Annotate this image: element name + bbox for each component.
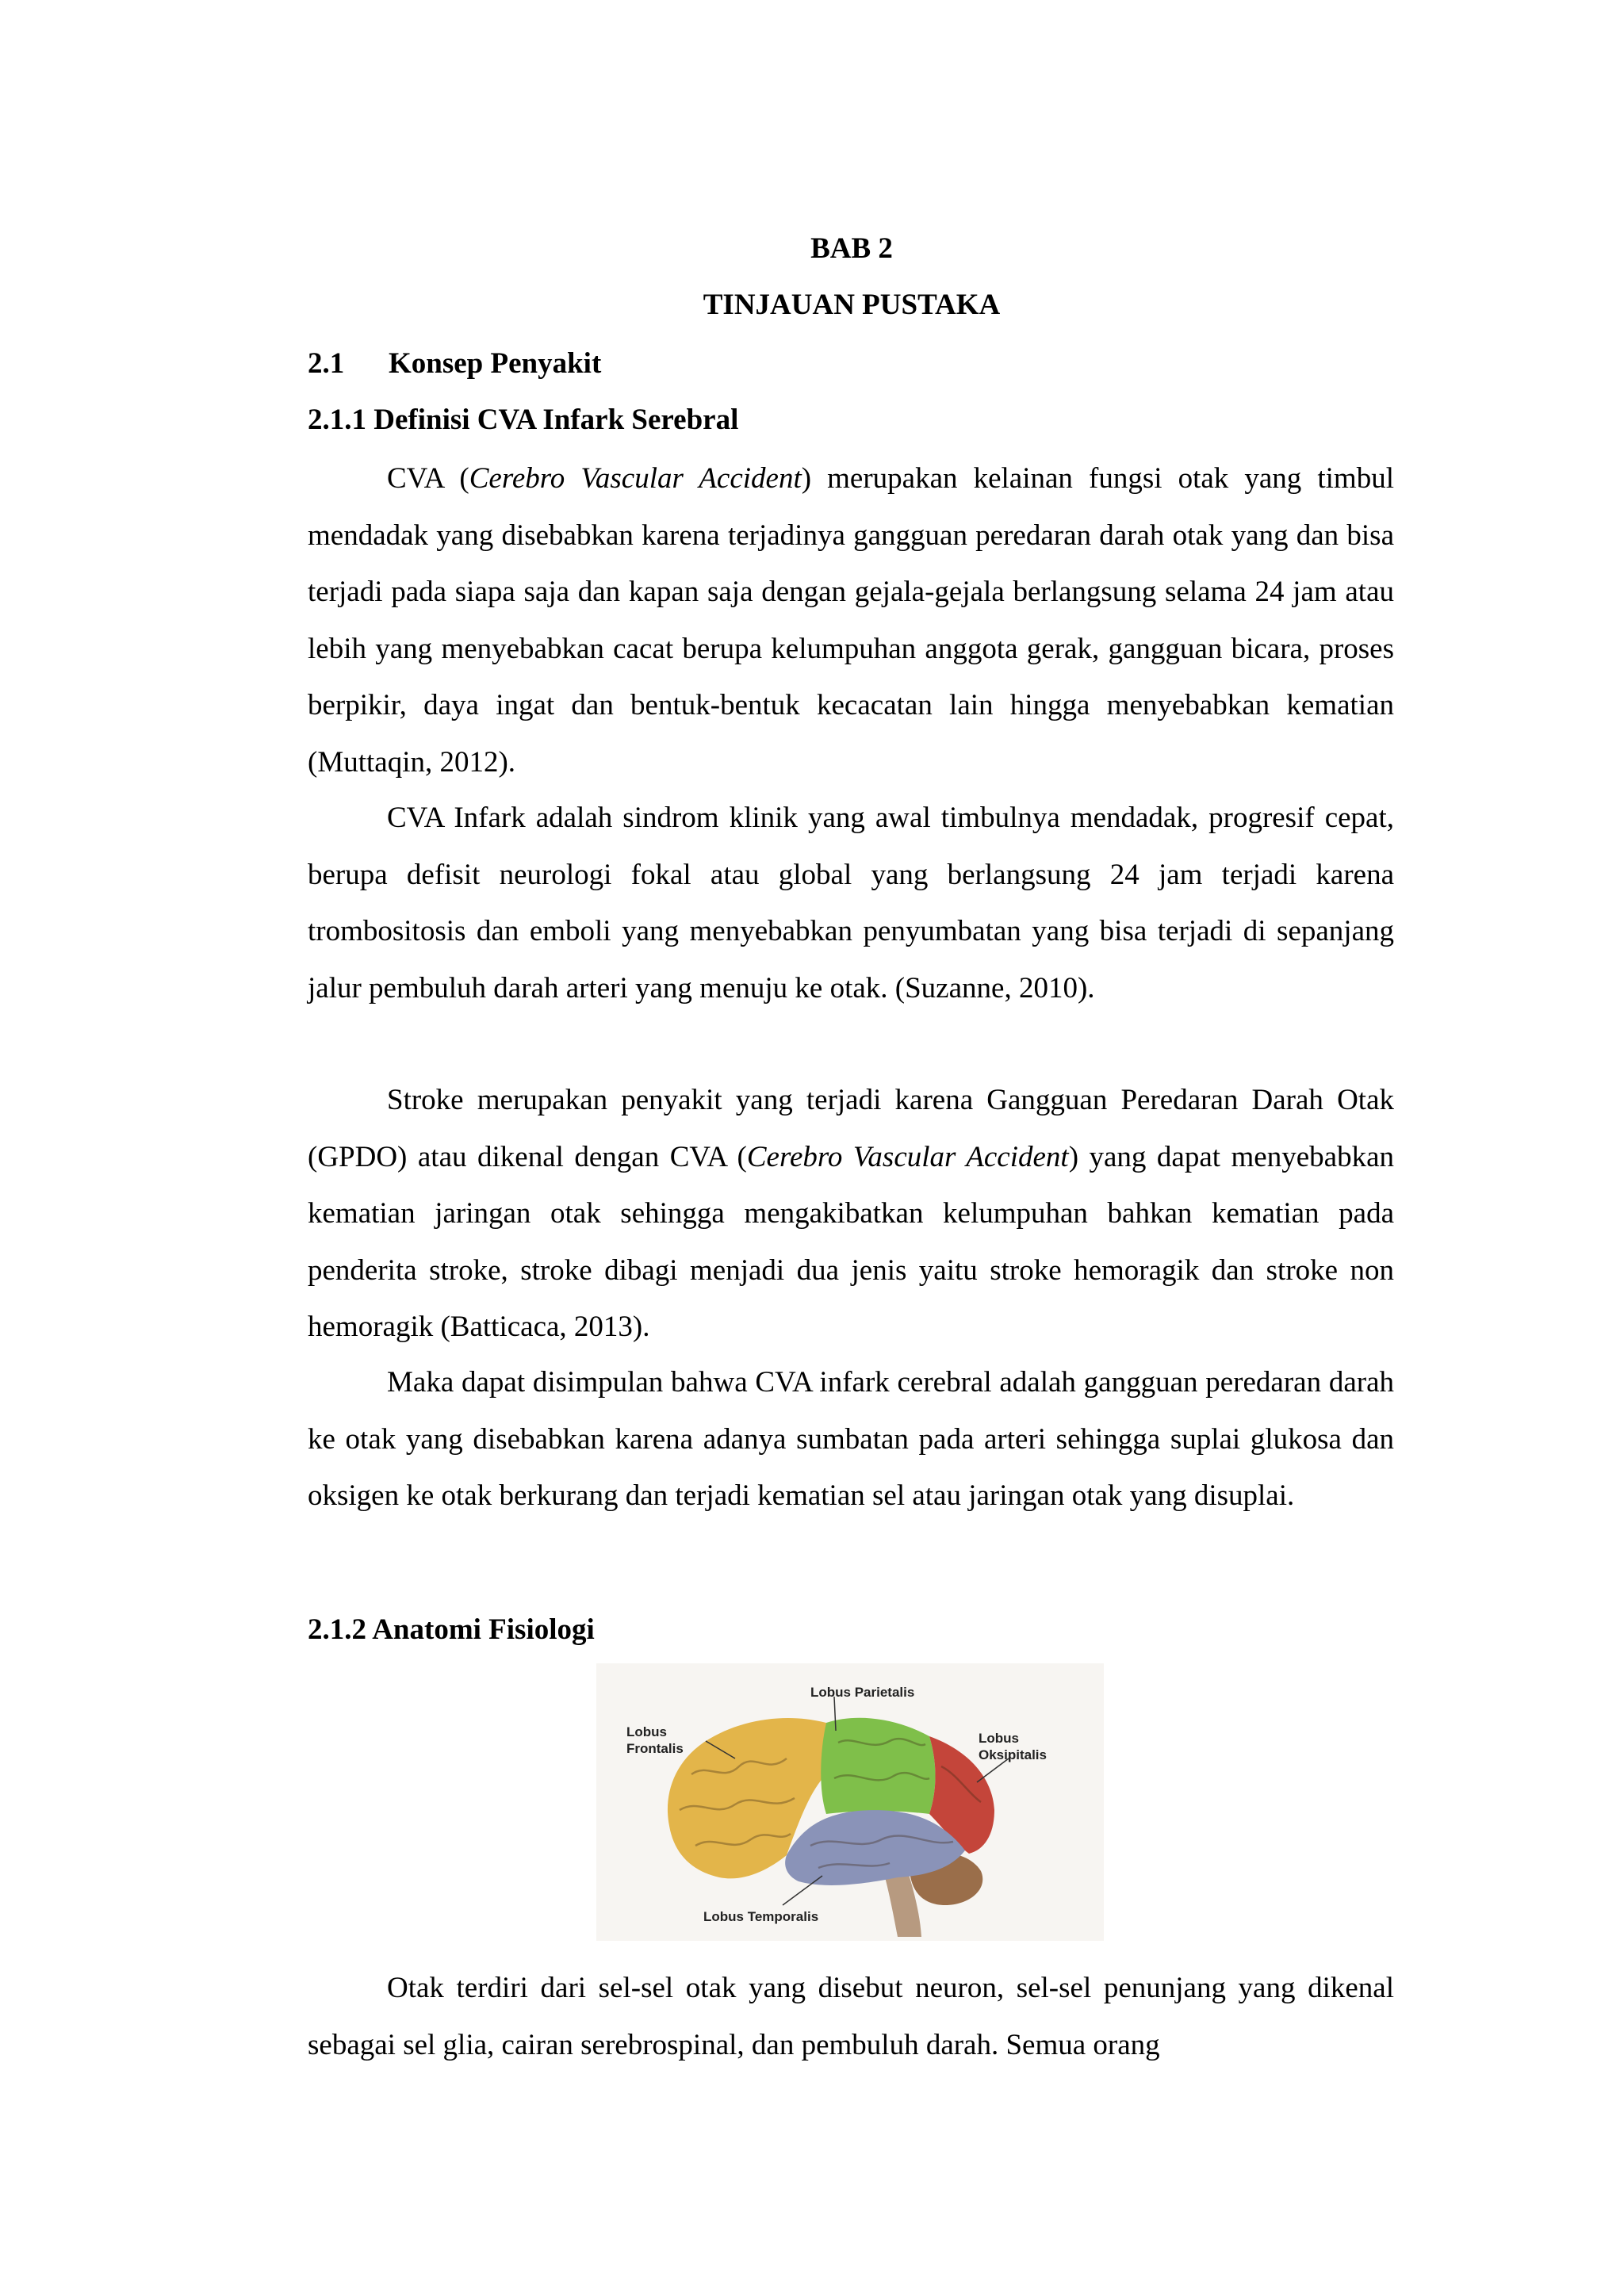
label-lobus-temporalis: Lobus Temporalis [703, 1909, 819, 1924]
label-lobus-parietalis: Lobus Parietalis [810, 1685, 915, 1700]
subsection-heading-anatomi: 2.1.2 Anatomi Fisiologi [308, 1613, 595, 1646]
label-lobus-frontalis-2: Frontalis [626, 1741, 684, 1756]
subsection-heading-definisi: 2.1.1 Definisi CVA Infark Serebral [308, 404, 739, 436]
paragraph-2: CVA Infark adalah sindrom klinik yang awal timbulnya mendadak, progresif cepat, berupa defisit neurologi fokal atau global yang berlangsung 24 jam terjadi karena trombositosis dan emboli yang menyebabkan penyumbatan yang bisa terjadi di sepanjang jalur pembuluh darah arteri yang menuju ke otak. (Suzanne, 2010). [308, 802, 1394, 1004]
italic-term: Cerebro Vascular Accident [469, 462, 802, 495]
brain-lobes-figure [596, 1663, 1104, 1941]
label-lobus-oksipitalis-2: Oksipitalis [979, 1747, 1047, 1762]
chapter-title: TINJAUAN PUSTAKA [703, 289, 1001, 321]
section-heading [308, 346, 601, 381]
section-title: Konsep Penyakit [389, 347, 602, 380]
italic-term: Cerebro Vascular Accident [746, 1140, 1069, 1173]
paragraph-1: CVA (Cerebro Vascular Accident) merupakan kelainan fungsi otak yang timbul mendadak yang disebabkan karena terjadinya gangguan peredaran darah otak yang dan bisa terjadi pada siapa saja dan kapan saja dengan gejala-gejala berlangsung selama 24 jam atau lebih yang menyebabkan cacat berupa kelumpuhan anggota gerak, gangguan bicara, proses berpikir, daya ingat dan bentuk-bentuk kecacatan lain hingga menyebabkan kematian (Muttaqin, 2012). [308, 462, 1394, 779]
label-lobus-frontalis-1: Lobus [626, 1724, 667, 1739]
label-lobus-oksipitalis-1: Lobus [979, 1731, 1019, 1746]
chapter-number: BAB 2 [810, 232, 893, 265]
brain-illustration [596, 1663, 1104, 1941]
parietal-lobe-shape [821, 1718, 935, 1814]
section-number: 2.1 [308, 347, 345, 380]
paragraph-4: Maka dapat disimpulan bahwa CVA infark cerebral adalah gangguan peredaran darah ke otak yang disebabkan karena adanya sumbatan pada arteri sehingga suplai glukosa dan oksigen ke otak berkurang dan terjadi kematian sel atau jaringan otak yang disuplai. [308, 1366, 1394, 1512]
paragraph-5: Otak terdiri dari sel-sel otak yang disebut neuron, sel-sel penunjang yang dikenal sebagai sel glia, cairan serebrospinal, dan pembuluh darah. Semua orang [308, 1972, 1394, 2061]
paragraph-3: Stroke merupakan penyakit yang terjadi karena Gangguan Peredaran Darah Otak (GPDO) atau dikenal dengan CVA (Cerebro Vascular Accident) yang dapat menyebabkan kematian jaringan otak sehingga mengakibatkan kelumpuhan bahkan kematian pada penderita stroke, stroke dibagi menjadi dua jenis yaitu stroke hemoragik dan stroke non hemoragik (Batticaca, 2013). [308, 1084, 1395, 1343]
